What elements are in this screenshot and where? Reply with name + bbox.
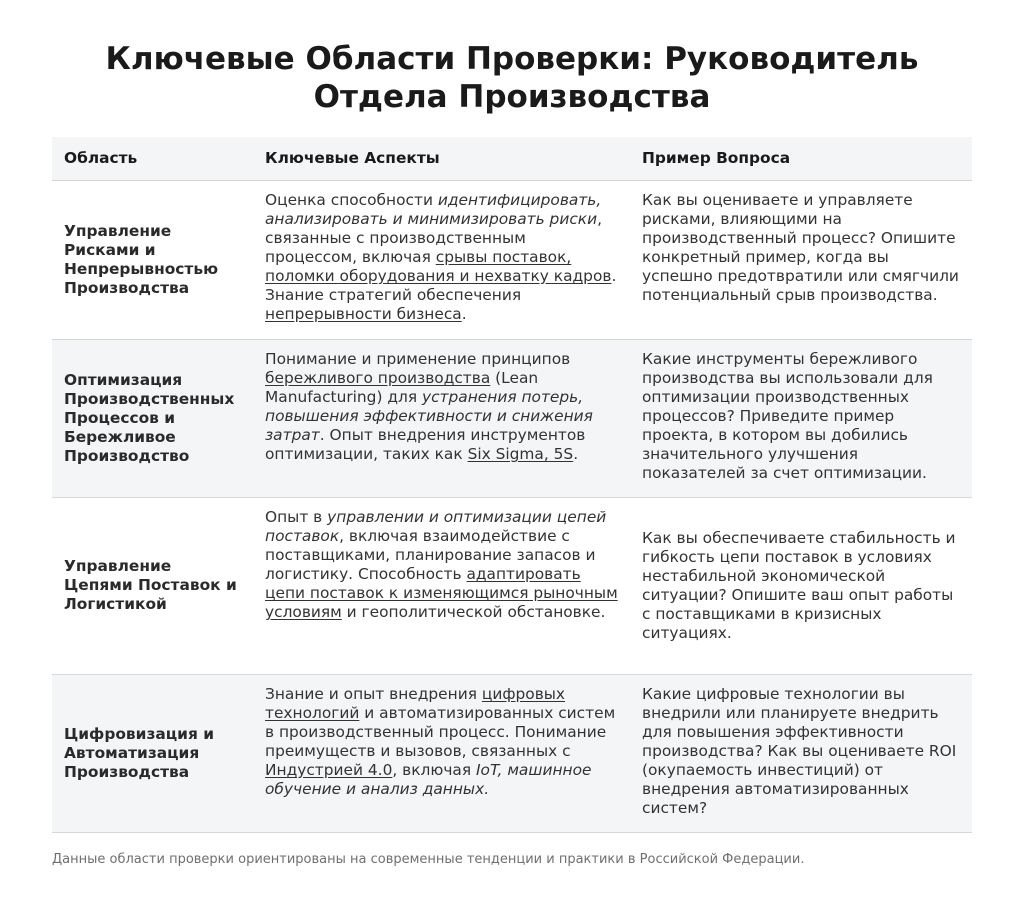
row-question: Как вы оцениваете и управляете рисками, влияющими на производственный процесс? Опишите конкретный пример, когда вы успешно предотвратили или смягчили потенциальный срыв производства. [630, 181, 972, 340]
aspect-text: и автоматизированных систем в производственный процесс. Понимание преимуществ и вызовов, связанных с [265, 704, 616, 760]
aspect-text: Знание и опыт внедрения [265, 685, 482, 703]
aspect-emphasis: устранения потерь, повышения эффективности и снижения затрат [265, 388, 593, 444]
aspect-underlined: Индустрией 4.0 [265, 761, 393, 779]
row-aspects [253, 498, 630, 675]
table-row [52, 340, 972, 498]
row-aspects [253, 340, 630, 498]
aspect-text: . Опыт внедрения инструментов оптимизации, таких как [265, 426, 586, 463]
row-area: Цифровизация и Автоматизация Производства [52, 675, 253, 833]
table-header-row [52, 137, 972, 181]
review-areas-table [52, 137, 972, 833]
aspect-text: Опыт в [265, 508, 328, 526]
header-area: Область [52, 137, 253, 181]
aspect-underlined: адаптировать цепи поставок к изменяющимся рыночным условиям [265, 565, 618, 621]
table-row [52, 498, 972, 675]
aspect-underlined: бережливого производства [265, 369, 491, 387]
header-question: Пример Вопроса [630, 137, 972, 181]
header-aspects: Ключевые Аспекты [253, 137, 630, 181]
row-area: Управление Цепями Поставок и Логистикой [52, 498, 253, 675]
aspect-text: Понимание и применение принципов [265, 350, 571, 368]
aspect-text: . [573, 445, 579, 463]
aspect-underlined: непрерывности бизнеса [265, 305, 462, 323]
row-question: Какие цифровые технологии вы внедрили или планируете внедрить для повышения эффективности производства? Как вы оцениваете ROI (окупаемость инвестиций) от внедрения автоматизированных систем? [630, 675, 972, 833]
row-question: Как вы обеспечиваете стабильность и гибкость цепи поставок в условиях нестабильной экономической ситуации? Опишите ваш опыт работы с поставщиками в кризисных ситуациях. [630, 498, 972, 675]
aspect-text: . Знание стратегий обеспечения [265, 267, 617, 304]
aspect-text: (Lean Manufacturing) для [265, 369, 539, 406]
aspect-emphasis: идентифицировать, анализировать и минимизировать риски [265, 191, 602, 228]
table-row [52, 675, 972, 833]
row-area: Оптимизация Производственных Процессов и Бережливое Производство [52, 340, 253, 498]
aspect-text: . [461, 305, 467, 323]
aspect-text: Оценка способности [265, 191, 438, 209]
row-aspects [253, 675, 630, 833]
aspect-underlined: цифровых технологий [265, 685, 566, 722]
aspect-text: , включая [392, 761, 476, 779]
aspect-underlined: срывы поставок, поломки оборудования и нехватку кадров [265, 248, 612, 285]
row-area: Управление Рисками и Непрерывностью Производства [52, 181, 253, 340]
row-aspects [253, 181, 630, 340]
footnote: Данные области проверки ориентированы на современные тенденции и практики в Российской Федерации. [52, 852, 805, 867]
aspect-emphasis: управлении и оптимизации цепей поставок [265, 508, 607, 545]
aspect-text: , связанные с производственным процессом, включая [265, 210, 602, 266]
table-row [52, 181, 972, 340]
row-question: Какие инструменты бережливого производства вы использовали для оптимизации производственных процессов? Приведите пример проекта, в котором вы добились значительного улучшения показателей за счет оптимизации. [630, 340, 972, 498]
aspect-text: и геополитической обстановке. [341, 603, 606, 621]
aspect-emphasis: IoT, машинное обучение и анализ данных. [265, 761, 592, 798]
aspect-text: , включая взаимодействие с поставщиками, планирование запасов и логистику. Способность [265, 527, 596, 583]
page-title: Ключевые Области Проверки: Руководитель Отдела Производства [105, 41, 919, 115]
aspect-underlined: Six Sigma, 5S [467, 445, 574, 463]
